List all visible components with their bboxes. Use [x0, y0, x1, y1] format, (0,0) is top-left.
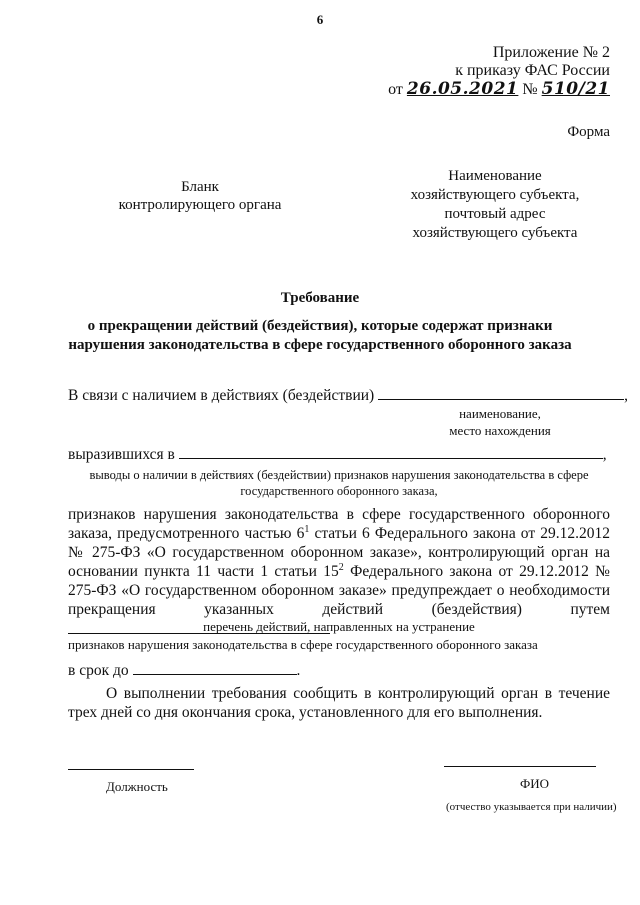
deadline-dot: .	[296, 662, 301, 679]
document-subtitle	[0, 317, 640, 355]
name-signature-line[interactable]	[444, 766, 596, 767]
document-title: Требование	[280, 290, 360, 306]
page-number: 6	[316, 12, 324, 27]
section2-comma: ,	[602, 446, 607, 463]
section2-note2: государственного оборонного заказа,	[240, 484, 438, 498]
body-part1: признаков нарушения законодательства в сфере государственного оборонного заказа, предусмотренного частью 6	[68, 506, 610, 542]
section1-note2: место нахождения	[449, 423, 551, 438]
section2-note	[68, 467, 610, 499]
section3-note2: признаков нарушения законодательства в сфере государственного оборонного заказа	[68, 637, 538, 652]
body-sup2: 2	[338, 561, 344, 573]
subtitle-line1: о прекращении действий (бездействия), которые содержат признаки	[87, 318, 553, 334]
appendix-line1: Приложение № 2	[492, 44, 610, 61]
appendix-date-line	[388, 80, 610, 99]
handwritten-date: 26.05.2021	[406, 79, 519, 99]
section1-text: В связи с наличием в действиях (бездействии)	[68, 387, 375, 404]
conclusions-field[interactable]	[179, 444, 603, 459]
from-label: от	[388, 81, 403, 98]
section2-text: выразившихся в	[68, 446, 175, 463]
notify-paragraph: О выполнении требования сообщить в контролирующий орган в течение трех дней со дня окончания срока, установленного для его выполнения.	[68, 685, 610, 721]
addressee-line1: Наименование	[448, 168, 542, 184]
deadline-field[interactable]	[133, 660, 297, 675]
name-note: (отчество указывается при наличии)	[446, 801, 617, 813]
addressee-line4: хозяйствующего субъекта	[412, 225, 578, 241]
body-part3: Федерального закона от 29.12.2012 № 275-ФЗ «О государственном оборонном заказе» предупреждает о необходимости прекращения указанных действий (бездействия) путем	[68, 563, 610, 618]
section1-note	[400, 405, 600, 439]
section2-note1: выводы о наличии в действиях (бездействии) признаков нарушения законодательства в сфере	[89, 468, 589, 482]
body-part2: статьи 6 Федерального закона от 29.12.2012 № 275-ФЗ «О государственном оборонном заказе», контролирующий орган на основании пункта 11 части 1 статьи 15	[68, 525, 610, 580]
section1-line	[68, 385, 628, 405]
section1-comma: ,	[624, 387, 628, 404]
deadline-label: в срок до	[68, 662, 129, 679]
subject-name-field[interactable]	[378, 385, 624, 400]
handwritten-number: 510/21	[541, 79, 610, 99]
subtitle-line2: нарушения законодательства в сфере государственного оборонного заказа	[68, 337, 572, 353]
form-label: Форма	[567, 124, 610, 140]
addressee-line3: почтовый адрес	[444, 206, 546, 222]
blank-line2: контролирующего органа	[118, 197, 282, 213]
section1-note1: наименование,	[459, 406, 541, 421]
appendix-line2: к приказу ФАС России	[455, 62, 610, 79]
deadline-line	[68, 660, 300, 680]
section2-line	[68, 444, 607, 464]
addressee-line2: хозяйствующего субъекта,	[410, 187, 580, 203]
section3-note1: перечень действий, направленных на устранение	[203, 619, 475, 634]
body-sup1: 1	[304, 523, 310, 535]
position-signature-line[interactable]	[68, 769, 194, 770]
number-label: №	[522, 81, 538, 98]
blank-line1: Бланк	[181, 179, 219, 195]
position-label: Должность	[106, 779, 168, 794]
appendix-block	[388, 44, 610, 99]
addressee-block	[390, 167, 600, 243]
name-label: ФИО	[520, 776, 550, 791]
section3-note	[68, 618, 610, 654]
authority-blank	[100, 178, 300, 214]
